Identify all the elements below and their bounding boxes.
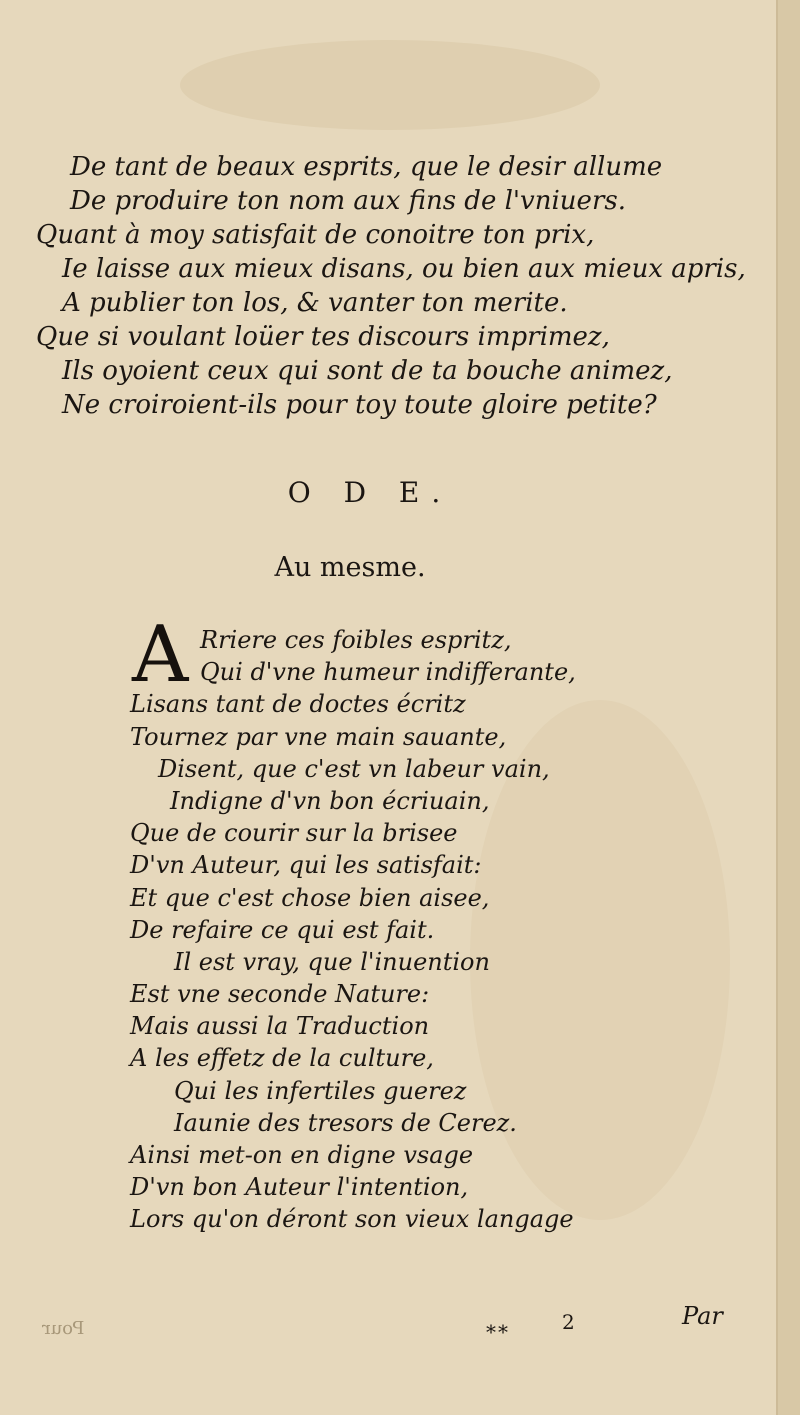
poem-line: De refaire ce qui est fait.	[130, 915, 435, 944]
verse-line: Ne croiroient-ils pour toy toute gloire petite?	[62, 390, 657, 420]
poem-line: D'vn bon Auteur l'intention,	[130, 1173, 469, 1202]
verse-line: Que si voulant loüer tes discours imprimez,	[36, 322, 610, 352]
ode-poem	[130, 624, 750, 1236]
poem-line: Il est vray, que l'inuention	[174, 947, 490, 976]
verse-line: Ie laisse aux mieux disans, ou bien aux mieux apris,	[62, 254, 746, 284]
poem-line: Qui les infertiles guerez	[174, 1076, 467, 1105]
bleed-through-text: Pour	[42, 1318, 85, 1339]
drop-capital: A	[132, 610, 189, 700]
catchword: Par	[682, 1302, 723, 1330]
page-edge	[778, 0, 800, 1415]
verse-line: De tant de beaux esprits, que le desir allume	[70, 152, 663, 182]
poem-line: Iaunie des tresors de Cerez.	[174, 1108, 517, 1137]
signature-mark: **	[486, 1320, 510, 1344]
paper-stain	[180, 40, 600, 130]
poem-line: Ainsi met-on en digne vsage	[130, 1141, 474, 1169]
verse-line: Quant à moy satisfait de conoitre ton prix,	[36, 220, 595, 250]
poem-line: Mais aussi la Traduction	[130, 1012, 430, 1041]
poem-line: Et que c'est chose bien aisee,	[130, 883, 490, 912]
poem-line: Lors qu'on déront son vieux langage	[130, 1205, 574, 1234]
verse-line: Ils oyoient ceux qui sont de ta bouche animez,	[62, 356, 673, 386]
poem-line: Est vne seconde Nature:	[130, 980, 430, 1009]
page-number: 2	[562, 1310, 575, 1334]
poem-line: A les effetz de la culture,	[130, 1044, 434, 1073]
poem-line: Rriere ces foibles espritz,	[200, 626, 512, 654]
ode-subtitle: Au mesme.	[274, 552, 426, 583]
poem-line: Qui d'vne humeur indifferante,	[200, 658, 576, 687]
poem-line: Disent, que c'est vn labeur vain,	[158, 754, 550, 783]
poem-line: D'vn Auteur, qui les satisfait:	[130, 851, 482, 880]
poem-line: Que de courir sur la brisee	[130, 819, 458, 848]
dedication-verse	[0, 150, 776, 422]
verse-line: De produire ton nom aux fins de l'vniuers.	[70, 186, 626, 216]
verse-line: A publier ton los, & vanter ton merite.	[62, 288, 568, 318]
poem-line: Tournez par vne main sauante,	[130, 722, 507, 751]
ode-title: O D E.	[287, 476, 453, 509]
poem-line: Lisans tant de doctes écritz	[130, 690, 466, 719]
poem-line: Indigne d'vn bon écriuain,	[170, 786, 490, 815]
page-fold	[776, 0, 778, 1415]
